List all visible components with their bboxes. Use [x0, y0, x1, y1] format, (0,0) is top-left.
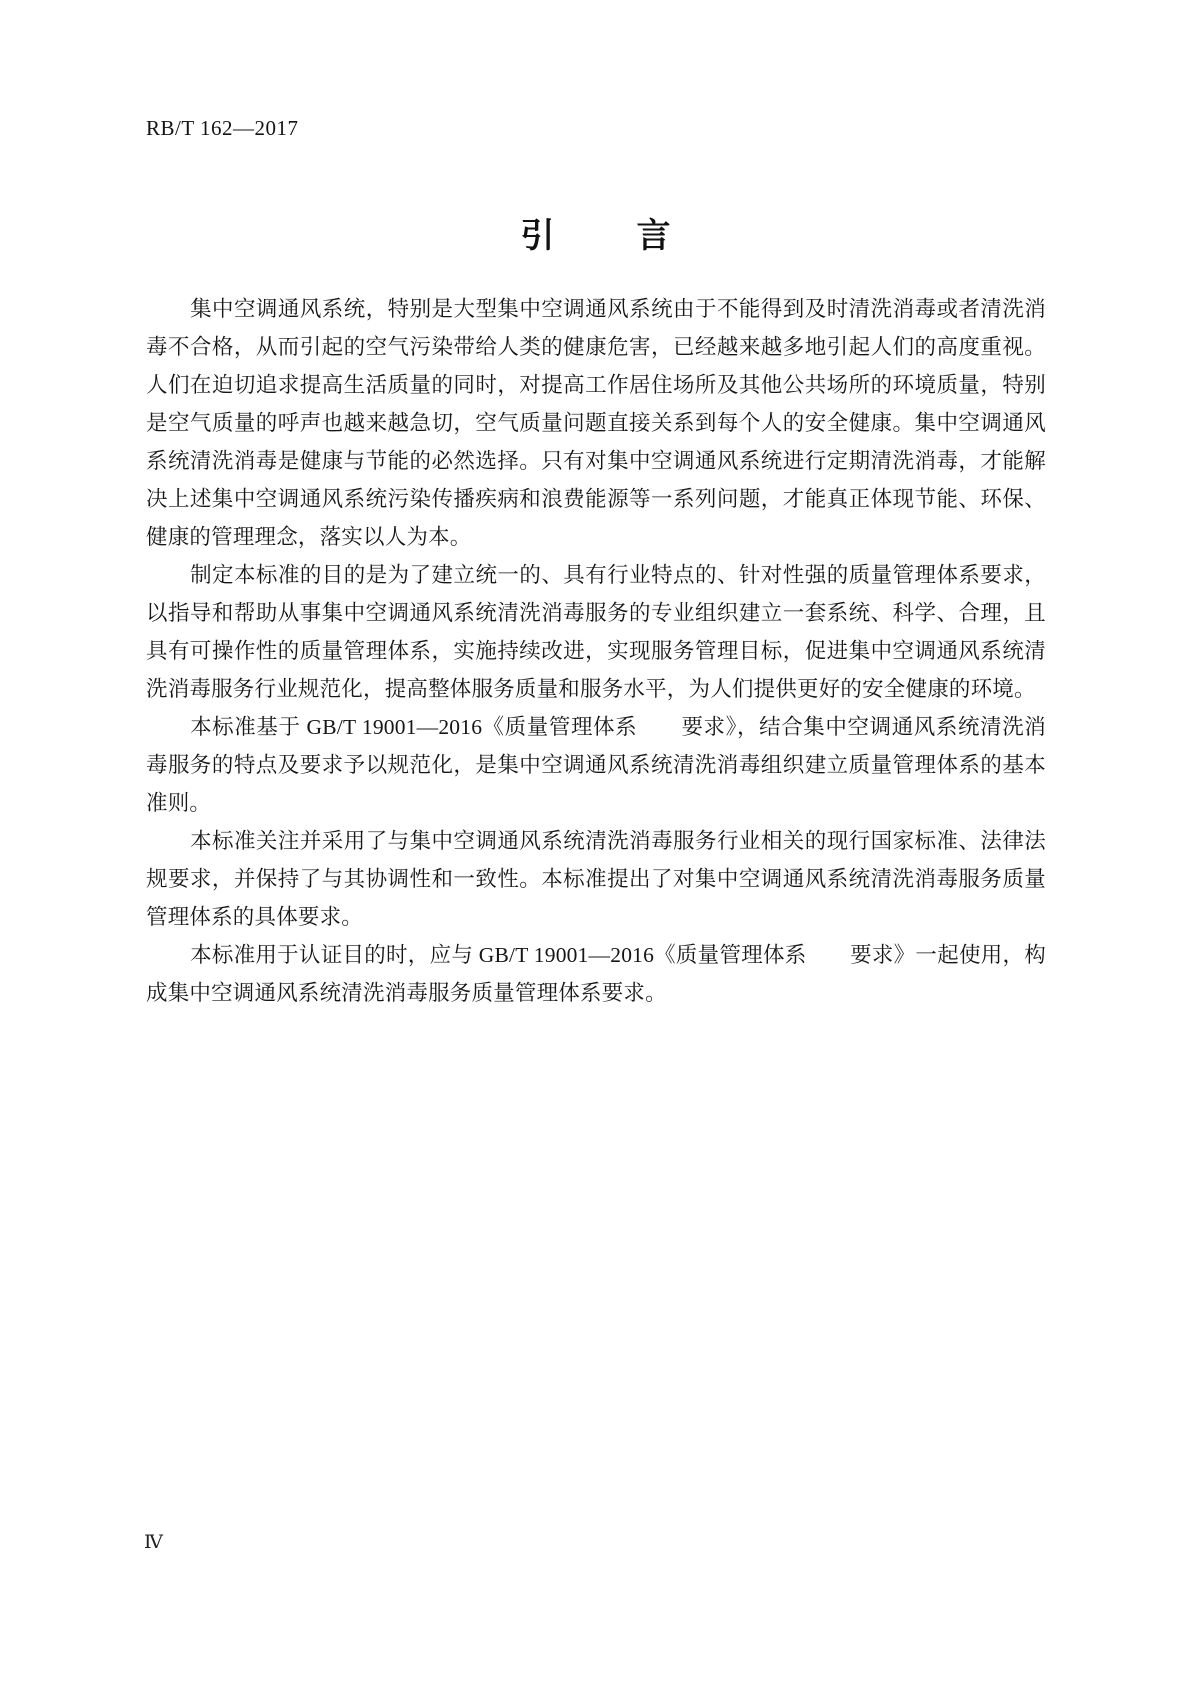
document-body: [146, 290, 1046, 1012]
page-header-standard-code: RB/T 162—2017: [146, 116, 299, 140]
paragraph: 本标准基于 GB/T 19001—2016《质量管理体系 要求》，结合集中空调通风系统清洗消毒服务的特点及要求予以规范化，是集中空调通风系统清洗消毒组织建立质量管理体系的基本准则。: [146, 715, 1046, 815]
paragraph: 本标准关注并采用了与集中空调通风系统清洗消毒服务行业相关的现行国家标准、法律法规要求，并保持了与其协调性和一致性。本标准提出了对集中空调通风系统清洗消毒服务质量管理体系的具体要求。: [146, 829, 1046, 929]
page-title: 引 言: [520, 218, 695, 255]
paragraph: 集中空调通风系统，特别是大型集中空调通风系统由于不能得到及时清洗消毒或者清洗消毒不合格，从而引起的空气污染带给人类的健康危害，已经越来越多地引起人们的高度重视。人们在迫切追求提高生活质量的同时，对提高工作居住场所及其他公共场所的环境质量，特别是空气质量的呼声也越来越急切，空气质量问题直接关系到每个人的安全健康。集中空调通风系统清洗消毒是健康与节能的必然选择。只有对集中空调通风系统进行定期清洗消毒，才能解决上述集中空调通风系统污染传播疾病和浪费能源等一系列问题，才能真正体现节能、环保、健康的管理理念，落实以人为本。: [146, 297, 1046, 549]
paragraph: 制定本标准的目的是为了建立统一的、具有行业特点的、针对性强的质量管理体系要求，以指导和帮助从事集中空调通风系统清洗消毒服务的专业组织建立一套系统、科学、合理，且具有可操作性的质量管理体系，实施持续改进，实现服务管理目标，促进集中空调通风系统清洗消毒服务行业规范化，提高整体服务质量和服务水平，为人们提供更好的安全健康的环境。: [146, 563, 1046, 701]
page-number: Ⅳ: [144, 1532, 163, 1553]
paragraph: 本标准用于认证目的时，应与 GB/T 19001—2016《质量管理体系 要求》一起使用，构成集中空调通风系统清洗消毒服务质量管理体系要求。: [146, 943, 1046, 1005]
